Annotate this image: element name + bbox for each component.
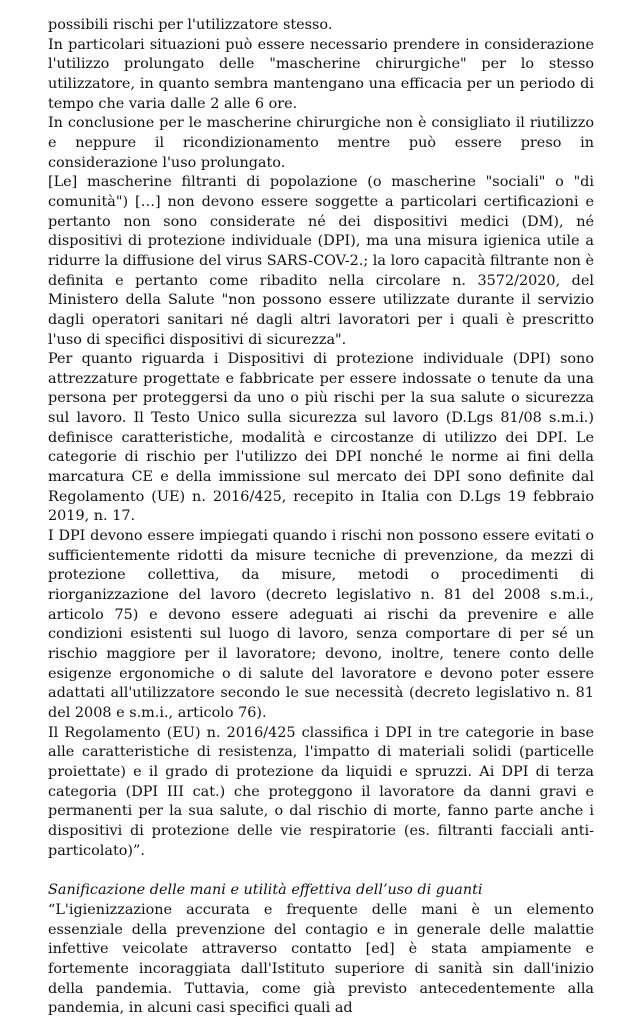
paragraph-utilizzo-prolungato: In particolari situazioni può essere necessario prendere in considerazione l'utilizzo prolungato delle "mascherine chirurgiche" per lo stesso utilizzatore, in quanto sembra mantengano una efficacia per un periodo di tempo che varia dalle 2 alle 6 ore. bbox=[48, 36, 594, 112]
paragraph-mascherine-filtranti: [Le] mascherine filtranti di popolazione (o mascherine "sociali" o "di comunità") […] non devono essere soggette a particolari certificazioni e pertanto non sono considerate né dei dispositivi medici (DM), né dispositivi di protezione individuale (DPI), ma una misura igienica utile a ridurre la diffusione del virus SARS-COV-2.; la loro capacità filtrante non è definita e pertanto come ribadito nella circolare n. 3572/2020, del Ministero della Salute "non possono essere utilizzate durante il servizio dagli operatori sanitari né dagli altri lavoratori per i quali è prescritto l'uso di specifici dispositivi di sicurezza". bbox=[48, 174, 594, 348]
paragraph-igienizzazione: “L'igienizzazione accurata e frequente delle mani è un elemento essenziale della prevenzione del contagio e in generale delle malattie infettive veicolate attraverso contatto [ed] è stata ampiamente e fortemente incoraggiata dall'Istituto superiore di sanità sin dall'inizio della pandemia. Tuttavia, come già previsto antecedentemente alla pandemia, in alcuni casi specifici quali ad bbox=[48, 901, 594, 1017]
paragraph-conclusione: In conclusione per le mascherine chirurgiche non è consigliato il riutilizzo e neppure il ricondizionamento mentre può essere preso in considerazione l'uso prolungato. bbox=[48, 115, 594, 171]
paragraph-dpi-definizione: Per quanto riguarda i Dispositivi di protezione individuale (DPI) sono attrezzature progettate e fabbricate per essere indossate o tenute da una persona per proteggersi da uno o più rischi per la sua salute o sicurezza sul lavoro. Il Testo Unico sulla sicurezza sul lavoro (D.Lgs 81/08 s.m.i.) definisce caratteristiche, modalità e circostanze di utilizzo dei DPI. Le categorie di rischio per l'utilizzo dei DPI nonché le norme ai fini della marcatura CE e della immissione sul mercato dei DPI sono definite dal Regolamento (UE) n. 2016/425, recepito in Italia con D.Lgs 19 febbraio 2019, n. 17. bbox=[48, 351, 594, 525]
document-page bbox=[48, 16, 594, 1019]
paragraph-rischi-utilizzatore: possibili rischi per l'utilizzatore stesso. bbox=[48, 17, 333, 33]
paragraph-regolamento: Il Regolamento (EU) n. 2016/425 classifica i DPI in tre categorie in base alle caratteristiche di resistenza, l'impatto di materiali solidi (particelle proiettate) e il grado di protezione da liquidi e spruzzi. Ai DPI di terza categoria (DPI III cat.) che proteggono il lavoratore da danni gravi e permanenti per la sua salute, o dal rischio di morte, fanno parte anche i dispositivi di protezione delle vie respiratorie (es. filtranti facciali anti-particolato)”. bbox=[48, 724, 594, 859]
paragraph-dpi-impiego: I DPI devono essere impiegati quando i rischi non possono essere evitati o sufficientemente ridotti da misure tecniche di prevenzione, da mezzi di protezione collettiva, da misure, metodi o procedimenti di riorganizzazione del lavoro (decreto legislativo n. 81 del 2008 s.m.i., articolo 75) e devono essere adeguati ai rischi da prevenire e alle condizioni esistenti sul luogo di lavoro, senza comportare di per sé un rischio maggiore per il lavoratore; devono, inoltre, tenere conto delle esigenze ergonomiche o di salute del lavoratore e devono poter essere adattati all'utilizzatore secondo le sue necessità (decreto legislativo n. 81 del 2008 e s.m.i., articolo 76). bbox=[48, 528, 594, 721]
section-heading: Sanificazione delle mani e utilità effettiva dell’uso di guanti bbox=[48, 882, 483, 899]
